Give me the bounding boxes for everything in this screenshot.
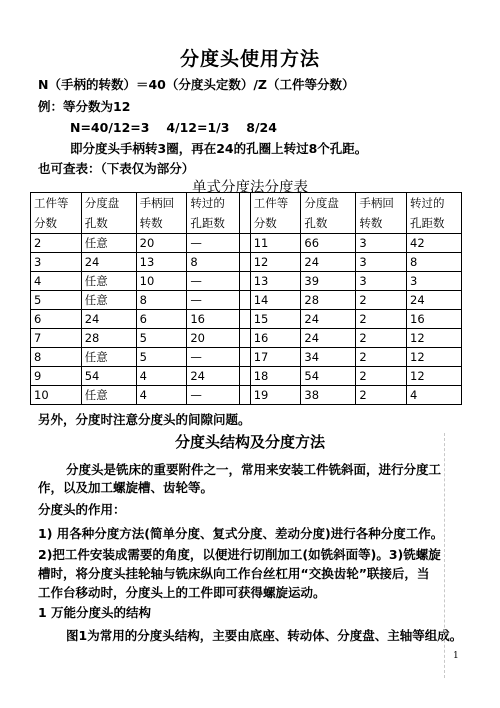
table-cell: 13 [136,253,187,272]
table-cell: — [187,234,240,253]
table-cell: 16 [407,310,462,329]
intro-line-1: 分度头是铣床的重要附件之一，常用来安装工件铣斜面，进行分度工 [66,462,442,477]
structure-text: 图1为常用的分度头结构，主要由底座、转动体、分度盘、主轴等组成。 [66,628,463,643]
subsection-title: 1 万能分度头的结构 [38,605,152,620]
table-cell: 手柄回 [136,193,187,214]
table-column-separator [240,234,251,253]
table-cell: 分度盘 [301,193,356,214]
table-cell: 3 [356,272,407,291]
table-cell: 4 [136,367,187,386]
table-cell: 任意 [81,234,136,253]
table-cell: 任意 [81,291,136,310]
table-cell: — [187,291,240,310]
table-cell: 10 [136,272,187,291]
table-cell: 24 [187,367,240,386]
table-cell: 54 [301,367,356,386]
table-cell: 8 [187,253,240,272]
table-cell: 2 [31,234,82,253]
table-cell: 分度盘 [81,193,136,214]
table-cell: 手柄回 [356,193,407,214]
table-column-separator [240,291,251,310]
table-column-separator [240,253,251,272]
example-calc: N=40/12=3 4/12=1/3 8/24 [70,120,277,135]
table-cell: 5 [136,348,187,367]
table-cell: 分数 [250,213,301,234]
table-cell: 16 [250,329,301,348]
table-column-separator [240,193,251,214]
table-cell: 2 [356,348,407,367]
table-cell: 12 [407,348,462,367]
table-cell: 4 [407,386,462,405]
table-cell: 8 [407,253,462,272]
table-row [31,348,462,367]
table-cell: 孔数 [301,213,356,234]
table-column-separator [240,213,251,234]
intro-line-2: 作，以及加工螺旋槽、齿轮等。 [38,480,214,495]
table-row [31,253,462,272]
table-cell: 2 [356,329,407,348]
table-cell: 14 [250,291,301,310]
table-column-separator [240,386,251,405]
table-cell: 转过的 [187,193,240,214]
table-row [31,386,462,405]
page-number: 1 [453,651,459,661]
table-cell: — [187,272,240,291]
table-cell: 3 [407,272,462,291]
function-item-2-line-1: 2)把工件安装成需要的角度，以便进行切削加工(如铣斜面等)。3)铣螺旋 [38,547,441,562]
table-cell: 66 [301,234,356,253]
table-row [31,272,462,291]
table-cell: 2 [356,291,407,310]
table-cell: 任意 [81,272,136,291]
table-header-row [31,213,462,234]
table-cell: 12 [407,367,462,386]
backlash-note: 另外，分度时注意分度头的间隙问题。 [38,412,251,427]
table-column-separator [240,272,251,291]
table-cell: 34 [301,348,356,367]
table-cell: 10 [31,386,82,405]
table-cell: 24 [301,310,356,329]
table-cell: 分数 [31,213,82,234]
table-cell: 20 [187,329,240,348]
example-label: 例：等分数为12 [38,99,131,114]
table-cell: 12 [407,329,462,348]
table-cell: 5 [136,329,187,348]
lookup-note: 也可查表：（下表仅为部分） [38,161,195,176]
example-result: 即分度头手柄转3圈，再在24的孔圈上转过8个孔距。 [70,141,368,156]
table-row [31,291,462,310]
table-cell: 28 [301,291,356,310]
table-caption: 单式分度法分度表 [192,180,308,196]
table-row [31,329,462,348]
table-cell: 24 [301,253,356,272]
table-cell: 任意 [81,348,136,367]
table-cell: 17 [250,348,301,367]
table-cell: 20 [136,234,187,253]
table-cell: 3 [356,253,407,272]
table-header-row [31,193,462,214]
table-cell: 24 [407,291,462,310]
table-cell: 2 [356,386,407,405]
table-cell: 13 [250,272,301,291]
table-cell: — [187,386,240,405]
table-column-separator [240,310,251,329]
table-cell: — [187,348,240,367]
table-cell: 28 [81,329,136,348]
table-row [31,367,462,386]
table-cell: 38 [301,386,356,405]
table-column-separator [240,329,251,348]
document-title: 分度头使用方法 [179,48,320,70]
table-cell: 4 [136,386,187,405]
table-cell: 5 [31,291,82,310]
table-cell: 24 [81,310,136,329]
table-cell: 4 [31,272,82,291]
formula-line: N（手柄的转数）＝40（分度头定数）/Z（工件等分数） [38,77,355,92]
table-column-separator [240,367,251,386]
indexing-table [30,192,462,405]
table-cell: 15 [250,310,301,329]
table-cell: 2 [356,310,407,329]
table-cell: 6 [136,310,187,329]
table-cell: 任意 [81,386,136,405]
margin-guide-line [444,433,445,678]
table-cell: 54 [81,367,136,386]
table-cell: 9 [31,367,82,386]
table-column-separator [240,348,251,367]
table-cell: 3 [31,253,82,272]
table-cell: 18 [250,367,301,386]
table-cell: 11 [250,234,301,253]
table-cell: 孔距数 [407,213,462,234]
table-cell: 16 [187,310,240,329]
table-cell: 7 [31,329,82,348]
section-title: 分度头结构及分度方法 [174,433,325,451]
table-cell: 孔数 [81,213,136,234]
table-cell: 3 [356,234,407,253]
function-item-2-line-3: 工作台移动时，分度头上的工件即可获得螺旋运动。 [38,585,326,600]
table-row [31,310,462,329]
table-cell: 孔距数 [187,213,240,234]
table-cell: 工件等 [31,193,82,214]
table-cell: 转数 [136,213,187,234]
table-cell: 2 [356,367,407,386]
table-cell: 12 [250,253,301,272]
table-cell: 转数 [356,213,407,234]
function-item-1: 1) 用各种分度方法(简单分度、复式分度、差动分度)进行各种分度工作。 [38,526,444,541]
table-cell: 工件等 [250,193,301,214]
table-cell: 8 [136,291,187,310]
table-row [31,234,462,253]
table-cell: 8 [31,348,82,367]
table-cell: 19 [250,386,301,405]
table-cell: 转过的 [407,193,462,214]
function-item-2-line-2: 槽时，将分度头挂轮轴与铣床纵向工作台丝杠用“交换齿轮”联接后，当 [38,566,430,581]
table-cell: 6 [31,310,82,329]
table-cell: 24 [81,253,136,272]
function-label: 分度头的作用： [38,502,126,517]
table-cell: 39 [301,272,356,291]
table-cell: 24 [301,329,356,348]
table-cell: 42 [407,234,462,253]
